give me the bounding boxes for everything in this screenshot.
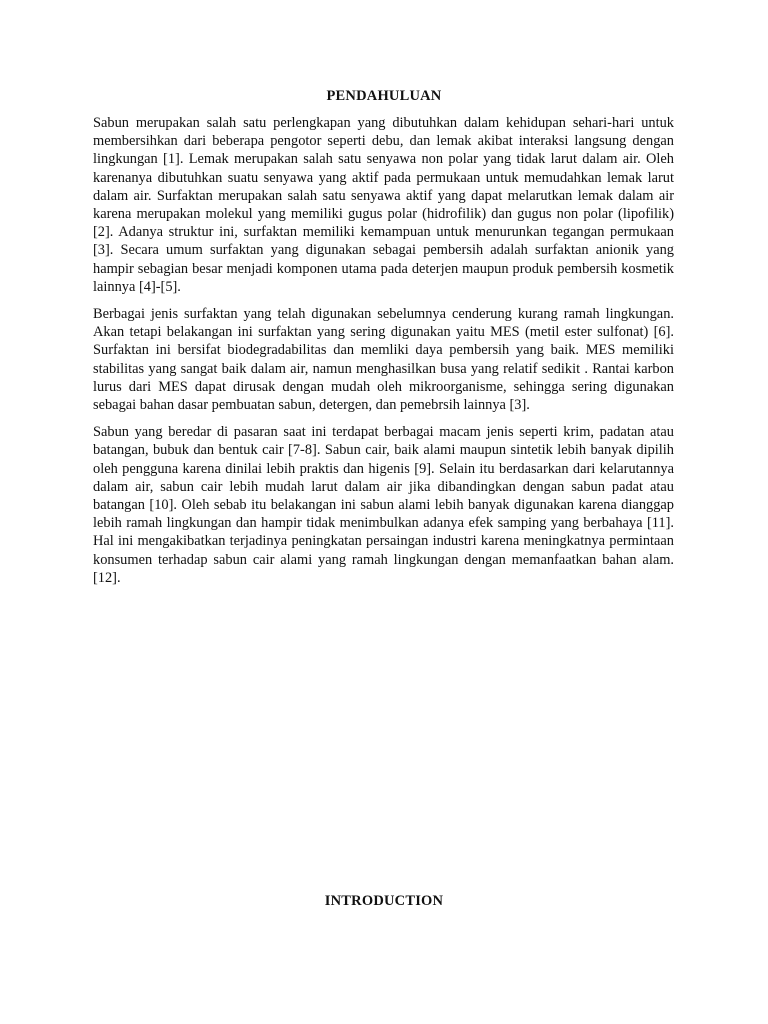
paragraph-1: Sabun merupakan salah satu perlengkapan yang dibutuhkan dalam kehidupan sehari-hari untuk membersihkan dari beberapa pengotor seperti debu, dan lemak akibat interaksi langsung dengan lingkungan [1]. Lemak merupakan salah satu senyawa non polar yang tidak larut dalam air. Oleh karenanya dibutuhkan suatu senyawa yang aktif pada permukaan untuk memudahkan lemak larut dalam air. Surfaktan merupakan salah satu senyawa aktif yang dapat melarutkan lemak dalam air karena merupakan molekul yang memiliki gugus polar (hidrofilik) dan gugus non polar (lipofilik) [2]. Adanya struktur ini, surfaktan memiliki kemampuan untuk menurunkan tegangan permukaan [3]. Secara umum surfaktan yang digunakan sebagai pembersih adalah surfaktan anionik yang hampir sebagian besar menjadi komponen utama pada deterjen maupun produk pembersih kosmetik lainnya [4]-[5]. <box>93 115 674 295</box>
paragraph-2: Berbagai jenis surfaktan yang telah digunakan sebelumnya cenderung kurang ramah lingkungan. Akan tetapi belakangan ini surfaktan yang sering digunakan yaitu MES (metil ester sulfonat) [6]. Surfaktan ini bersifat biodegradabilitas dan memliki daya pembersih yang baik. MES memiliki stabilitas yang sangat baik dalam air, namun menghasilkan busa yang relatif sedikit . Rantai karbon lurus dari MES dapat dirusak dengan mudah oleh mikroorganisme, sehingga sering digunakan sebagai bahan dasar pembuatan sabun, detergen, dan pemebrsih lainnya [3]. <box>93 306 674 414</box>
section-heading-introduction: INTRODUCTION <box>324 893 444 909</box>
section-body <box>93 114 674 596</box>
paragraph-3: Sabun yang beredar di pasaran saat ini terdapat berbagai macam jenis seperti krim, padatan atau batangan, bubuk dan bentuk cair [7-8]. Sabun cair, baik alami maupun sintetik lebih banyak dipilih oleh pengguna karena dinilai lebih praktis dan higenis [9]. Selain itu berdasarkan dari kelarutannya dalam air, sabun cair lebih mudah larut dalam air jika dibandingkan dengan sabun padat atau batangan [10]. Oleh sebab itu belakangan ini sabun alami lebih banyak digunakan karena dianggap lebih ramah lingkungan dan hampir tidak menimbulkan adanya efek samping yang berbahaya [11]. Hal ini mengakibatkan terjadinya peningkatan persaingan industri karena meningkatnya permintaan konsumen terhadap sabun cair alami yang ramah lingkungan dengan memanfaatkan bahan alam. [12]. <box>93 424 674 586</box>
section-heading-pendahuluan: PENDAHULUAN <box>326 88 442 104</box>
